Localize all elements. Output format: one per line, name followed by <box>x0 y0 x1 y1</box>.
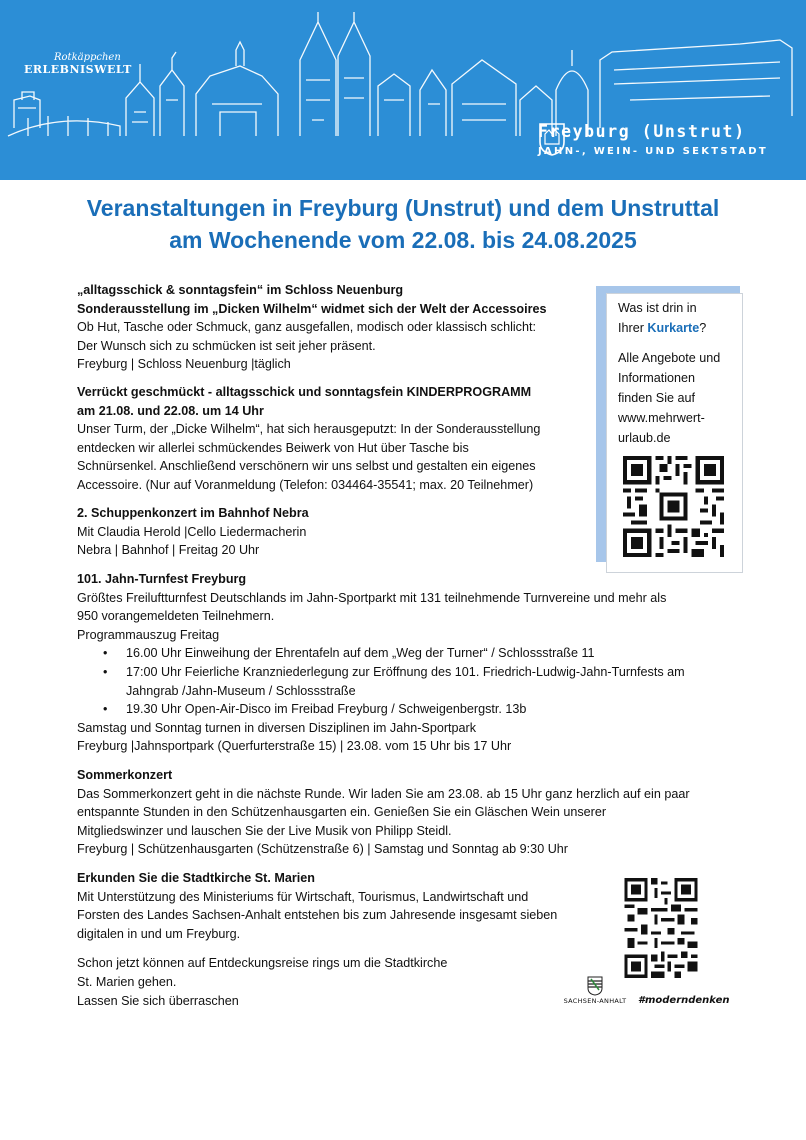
program-item-text: 19.30 Uhr Open-Air-Disco im Freibad Freyburg / Schweigenbergstr. 13b <box>126 702 527 717</box>
event-text: entdecken wir allerlei schmückendes Beiwerk von Hut über Tasche bis <box>77 440 469 455</box>
event-title: 101. Jahn-Turnfest Freyburg <box>77 572 247 586</box>
program-list <box>77 644 685 718</box>
program-item-text: Jahngrab /Jahn-Museum / Schlossstraße <box>126 683 356 698</box>
event-location: Freyburg |Jahnsportpark (Querfurterstraße 15) | 23.08. vom 15 Uhr bis 17 Uhr <box>77 739 512 754</box>
freyburg-crest-icon <box>538 122 566 156</box>
event-sommerkonzert <box>77 766 690 859</box>
event-text: Unser Turm, der „Dicke Wilhelm“, hat sich herausgeputzt: In der Sonderausstellung <box>77 422 541 437</box>
brand-title: Freyburg (Unstrut) <box>538 122 746 141</box>
sachsen-anhalt-crest-icon <box>587 976 603 996</box>
brand-subtitle: JAHN-, WEIN- UND SEKTSTADT <box>538 146 768 157</box>
page-title-line2: am Wochenende vom 22.08. bis 24.08.2025 <box>169 227 637 253</box>
event-text: Programmauszug Freitag <box>77 627 220 642</box>
event-text: 950 vorangemeldeten Teilnehmern. <box>77 609 275 624</box>
event-text: Schon jetzt können auf Entdeckungsreise rings um die Stadtkirche <box>77 956 448 971</box>
event-location: Nebra | Bahnhof | Freitag 20 Uhr <box>77 543 260 558</box>
header-banner <box>0 0 806 180</box>
program-item-text: 17:00 Uhr Feierliche Kranzniederlegung zur Eröffnung des 101. Friedrich-Ludwig-Jahn-Turnfests am <box>126 664 685 679</box>
event-subtitle: Sonderausstellung im „Dicken Wilhelm“ widmet sich der Welt der Accessoires <box>77 301 547 316</box>
event-date: am 21.08. und 22.08. um 14 Uhr <box>77 403 264 418</box>
event-text: Lassen Sie sich überraschen <box>77 993 239 1008</box>
kurkarte-line1: Was ist drin in <box>618 301 697 315</box>
event-text: Samstag und Sonntag turnen in diversen Disziplinen im Jahn-Sportpark <box>77 720 477 735</box>
event-text: St. Marien gehen. <box>77 974 177 989</box>
program-item-continuation <box>77 682 685 701</box>
bullet-icon: • <box>103 646 108 661</box>
freyburg-brand <box>538 122 768 157</box>
event-text: Mit Unterstützung des Ministeriums für Wirtschaft, Tourismus, Landwirtschaft und <box>77 889 529 904</box>
event-title: Verrückt geschmückt - alltagsschick und sonntagsfein KINDERPROGRAMM <box>77 385 532 399</box>
event-text: Das Sommerkonzert geht in die nächste Runde. Wir laden Sie am 23.08. ab 15 Uhr ganz herzlich auf ein paar <box>77 786 690 801</box>
sachsen-anhalt-logo <box>560 976 630 1005</box>
event-title: 2. Schuppenkonzert im Bahnhof Nebra <box>77 506 309 520</box>
program-item-text: 16.00 Uhr Einweihung der Ehrentafeln auf dem „Weg der Turner“ / Schlossstraße 11 <box>126 646 595 661</box>
page-title <box>0 192 806 256</box>
event-text: Ob Hut, Tasche oder Schmuck, ganz ausgefallen, modisch oder klassisch schlicht: <box>77 320 536 335</box>
event-text: Accessoire. (Nur auf Voranmeldung (Telefon: 034464-35541; max. 20 Teilnehmer) <box>77 477 534 492</box>
event-title: „alltagsschick & sonntagsfein“ im Schloss Neuenburg <box>77 283 404 297</box>
event-text: Der Wunsch sich zu schmücken ist seit jeher präsent. <box>77 338 376 353</box>
event-title: Erkunden Sie die Stadtkirche St. Marien <box>77 871 315 885</box>
event-stadtkirche <box>77 869 557 1010</box>
event-title: Sommerkonzert <box>77 768 173 782</box>
program-item <box>77 700 685 719</box>
page-title-line1: Veranstaltungen in Freyburg (Unstrut) und dem Unstruttal <box>86 195 720 221</box>
program-item <box>77 663 685 682</box>
event-text: Mit Claudia Herold |Cello Liedermacherin <box>77 524 307 539</box>
sachsen-anhalt-label: SACHSEN-ANHALT <box>563 997 627 1005</box>
kurkarte-highlight: Kurkarte <box>647 321 700 335</box>
event-text: Schnürsenkel. Anschließend verschönern wir uns selbst und gestalten ein eigenes <box>77 459 536 474</box>
kurkarte-link-line1[interactable]: www.mehrwert- <box>618 411 705 425</box>
event-text: Forsten des Landes Sachsen-Anhalt entstehen bis zum Jahresende insgesamt sieben <box>77 908 558 923</box>
event-schuppenkonzert <box>77 504 309 560</box>
kurkarte-qr-code-icon[interactable] <box>623 456 724 557</box>
kurkarte-line2 <box>618 318 732 338</box>
erlebniswelt-logo-bottom: ERLEBNISWELT <box>24 63 132 76</box>
kurkarte-line3: Alle Angebote und <box>618 351 721 365</box>
event-text: Mitgliedswinzer und lauschen Sie der Live Musik von Philipp Steidl. <box>77 823 452 838</box>
event-schloss-neuenburg <box>77 281 547 374</box>
event-location: Freyburg | Schützenhausgarten (Schützenstraße 6) | Samstag und Sonntag ab 9:30 Uhr <box>77 842 568 857</box>
event-jahn-turnfest <box>77 570 685 756</box>
stadtkirche-qr-code-icon[interactable] <box>624 878 698 978</box>
kurkarte-line2-suffix: ? <box>699 321 707 335</box>
kurkarte-link-line2[interactable]: urlaub.de <box>618 431 671 445</box>
event-text: entspannte Stunden in den Schützenhausgarten ein. Genießen Sie ein Gläschen Wein unserer <box>77 805 607 820</box>
moderndenken-hashtag: #moderndenken <box>638 995 730 1006</box>
kurkarte-line2-prefix: Ihrer <box>618 321 648 335</box>
bullet-icon: • <box>103 664 108 679</box>
event-location: Freyburg | Schloss Neuenburg |täglich <box>77 357 291 372</box>
erlebniswelt-logo-top: Rotkäppchen <box>54 52 121 63</box>
event-kinderprogramm <box>77 383 540 495</box>
erlebniswelt-logo <box>24 52 132 76</box>
bullet-icon: • <box>103 702 108 717</box>
event-text: digitalen in und um Freyburg. <box>77 926 241 941</box>
program-item <box>77 644 685 663</box>
event-text: Größtes Freiluftturnfest Deutschlands im Jahn-Sportparkt mit 131 teilnehmende Turnvereine und mehr als <box>77 590 667 605</box>
kurkarte-line5: finden Sie auf <box>618 391 696 405</box>
kurkarte-line4: Informationen <box>618 371 696 385</box>
